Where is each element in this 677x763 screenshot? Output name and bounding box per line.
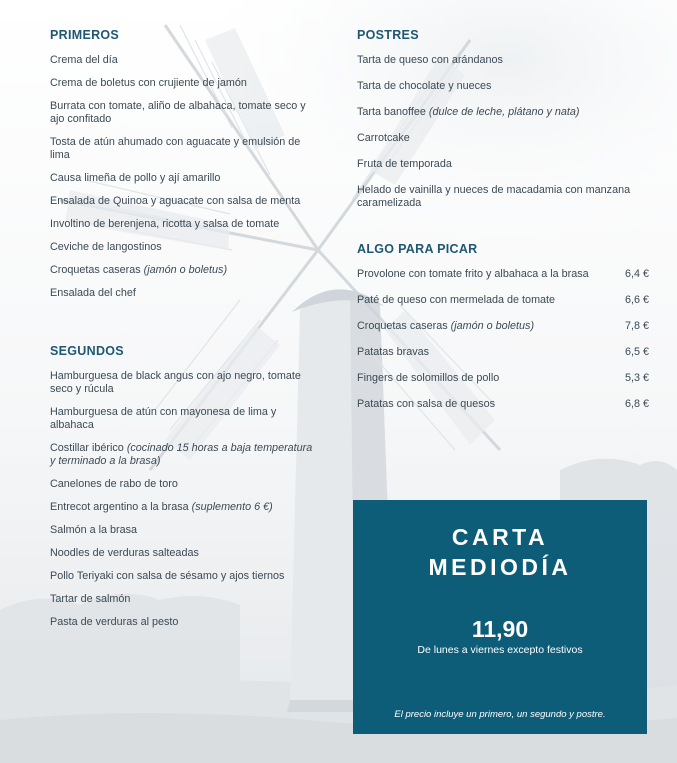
picar-item-name: Patatas bravas xyxy=(357,346,430,358)
segundos-item-note: (cocinado 15 horas a baja temperatura y terminado a la brasa) xyxy=(50,442,313,467)
promo-note: El precio incluye un primero, un segundo y postre. xyxy=(394,709,606,720)
picar-item-price: 6,8 € xyxy=(624,398,649,410)
picar-item-price: 6,5 € xyxy=(624,346,649,358)
left-column xyxy=(50,28,320,639)
promo-price: 11,90 xyxy=(471,616,529,642)
primeros-item xyxy=(50,136,320,162)
primeros-item xyxy=(50,77,320,90)
promo-title-line1: CARTA xyxy=(451,524,549,550)
primeros-item-name: Crema de boletus con crujiente de jamón xyxy=(50,77,247,89)
segundos-item xyxy=(50,406,320,432)
segundos-item xyxy=(50,570,320,583)
carta-mediodia-box xyxy=(353,500,647,734)
picar-item xyxy=(357,346,649,359)
segundos-item xyxy=(50,478,320,491)
picar-item-name: Fingers de solomillos de pollo xyxy=(357,372,500,384)
postres-list xyxy=(357,54,649,210)
primeros-item xyxy=(50,54,320,67)
picar-item xyxy=(357,372,649,385)
picar-item xyxy=(357,398,649,411)
primeros-heading: PRIMEROS xyxy=(50,28,120,42)
right-column xyxy=(357,28,649,424)
promo-title-line2: MEDIODÍA xyxy=(428,554,572,580)
picar-item-note: (jamón o boletus) xyxy=(450,320,535,332)
picar-item-name: Patatas con salsa de quesos xyxy=(357,398,496,410)
postres-item-name: Helado de vainilla y nueces de macadamia con manzana caramelizada xyxy=(357,184,631,209)
segundos-item xyxy=(50,547,320,560)
postres-item-name: Tarta de chocolate y nueces xyxy=(357,80,492,92)
postres-item-name: Tarta banoffee xyxy=(357,106,429,118)
segundos-list xyxy=(50,370,320,629)
primeros-item xyxy=(50,100,320,126)
segundos-item-name: Pasta de verduras al pesto xyxy=(50,616,179,628)
segundos-item-name: Canelones de rabo de toro xyxy=(50,478,178,490)
primeros-item-name: Burrata con tomate, aliño de albahaca, tomate seco y ajo confitado xyxy=(50,100,306,125)
segundos-item xyxy=(50,442,320,468)
picar-item-price: 7,8 € xyxy=(624,320,649,332)
primeros-item-name: Croquetas caseras xyxy=(50,264,144,276)
picar-item-name: Provolone con tomate frito y albahaca a la brasa xyxy=(357,268,589,280)
postres-item-name: Tarta de queso con arándanos xyxy=(357,54,503,66)
primeros-item-name: Tosta de atún ahumado con aguacate y emulsión de lima xyxy=(50,136,301,161)
picar-item-name: Croquetas caseras xyxy=(357,320,451,332)
postres-heading: POSTRES xyxy=(357,28,419,42)
postres-item xyxy=(357,80,649,93)
picar-item xyxy=(357,294,649,307)
primeros-item xyxy=(50,195,320,208)
segundos-item xyxy=(50,593,320,606)
postres-item-note: (dulce de leche, plátano y nata) xyxy=(428,106,580,118)
postres-item-name: Carrotcake xyxy=(357,132,410,144)
segundos-item-name: Pollo Teriyaki con salsa de sésamo y ajos tiernos xyxy=(50,570,285,582)
postres-item xyxy=(357,184,649,210)
postres-item xyxy=(357,158,649,171)
postres-item xyxy=(357,106,649,119)
algo-para-picar-heading: ALGO PARA PICAR xyxy=(357,242,478,256)
segundos-item-name: Entrecot argentino a la brasa xyxy=(50,501,192,513)
picar-item xyxy=(357,268,649,281)
segundos-item xyxy=(50,370,320,396)
segundos-item-name: Salmón a la brasa xyxy=(50,524,138,536)
postres-item xyxy=(357,132,649,145)
primeros-item-name: Causa limeña de pollo y ají amarillo xyxy=(50,172,221,184)
promo-days: De lunes a viernes excepto festivos xyxy=(417,644,583,656)
segundos-item-note: (suplemento 6 €) xyxy=(191,501,273,513)
segundos-item xyxy=(50,524,320,537)
postres-item-name: Fruta de temporada xyxy=(357,158,452,170)
picar-item-price: 6,4 € xyxy=(624,268,649,280)
primeros-item-name: Ceviche de langostinos xyxy=(50,241,162,253)
picar-item-price: 6,6 € xyxy=(624,294,649,306)
promo-title xyxy=(353,522,647,582)
primeros-item xyxy=(50,241,320,254)
primeros-item-name: Crema del día xyxy=(50,54,118,66)
algo-para-picar-list xyxy=(357,268,649,411)
segundos-item-name: Tartar de salmón xyxy=(50,593,131,605)
segundos-item-name: Noodles de verduras salteadas xyxy=(50,547,199,559)
segundos-item-name: Costillar ibérico xyxy=(50,442,127,454)
segundos-item xyxy=(50,616,320,629)
picar-item xyxy=(357,320,649,333)
primeros-item-name: Involtino de berenjena, ricotta y salsa de tomate xyxy=(50,218,280,230)
primeros-item-name: Ensalada de Quinoa y aguacate con salsa de menta xyxy=(50,195,301,207)
picar-item-price: 5,3 € xyxy=(624,372,649,384)
primeros-item-note: (jamón o boletus) xyxy=(143,264,228,276)
primeros-item xyxy=(50,218,320,231)
primeros-list xyxy=(50,54,320,300)
segundos-item xyxy=(50,501,320,514)
segundos-heading: SEGUNDOS xyxy=(50,344,124,358)
segundos-item-name: Hamburguesa de black angus con ajo negro, tomate seco y rúcula xyxy=(50,370,301,395)
primeros-item xyxy=(50,172,320,185)
primeros-item xyxy=(50,287,320,300)
segundos-item-name: Hamburguesa de atún con mayonesa de lima y albahaca xyxy=(50,406,277,431)
primeros-item-name: Ensalada del chef xyxy=(50,287,136,299)
postres-item xyxy=(357,54,649,67)
picar-item-name: Paté de queso con mermelada de tomate xyxy=(357,294,556,306)
primeros-item xyxy=(50,264,320,277)
